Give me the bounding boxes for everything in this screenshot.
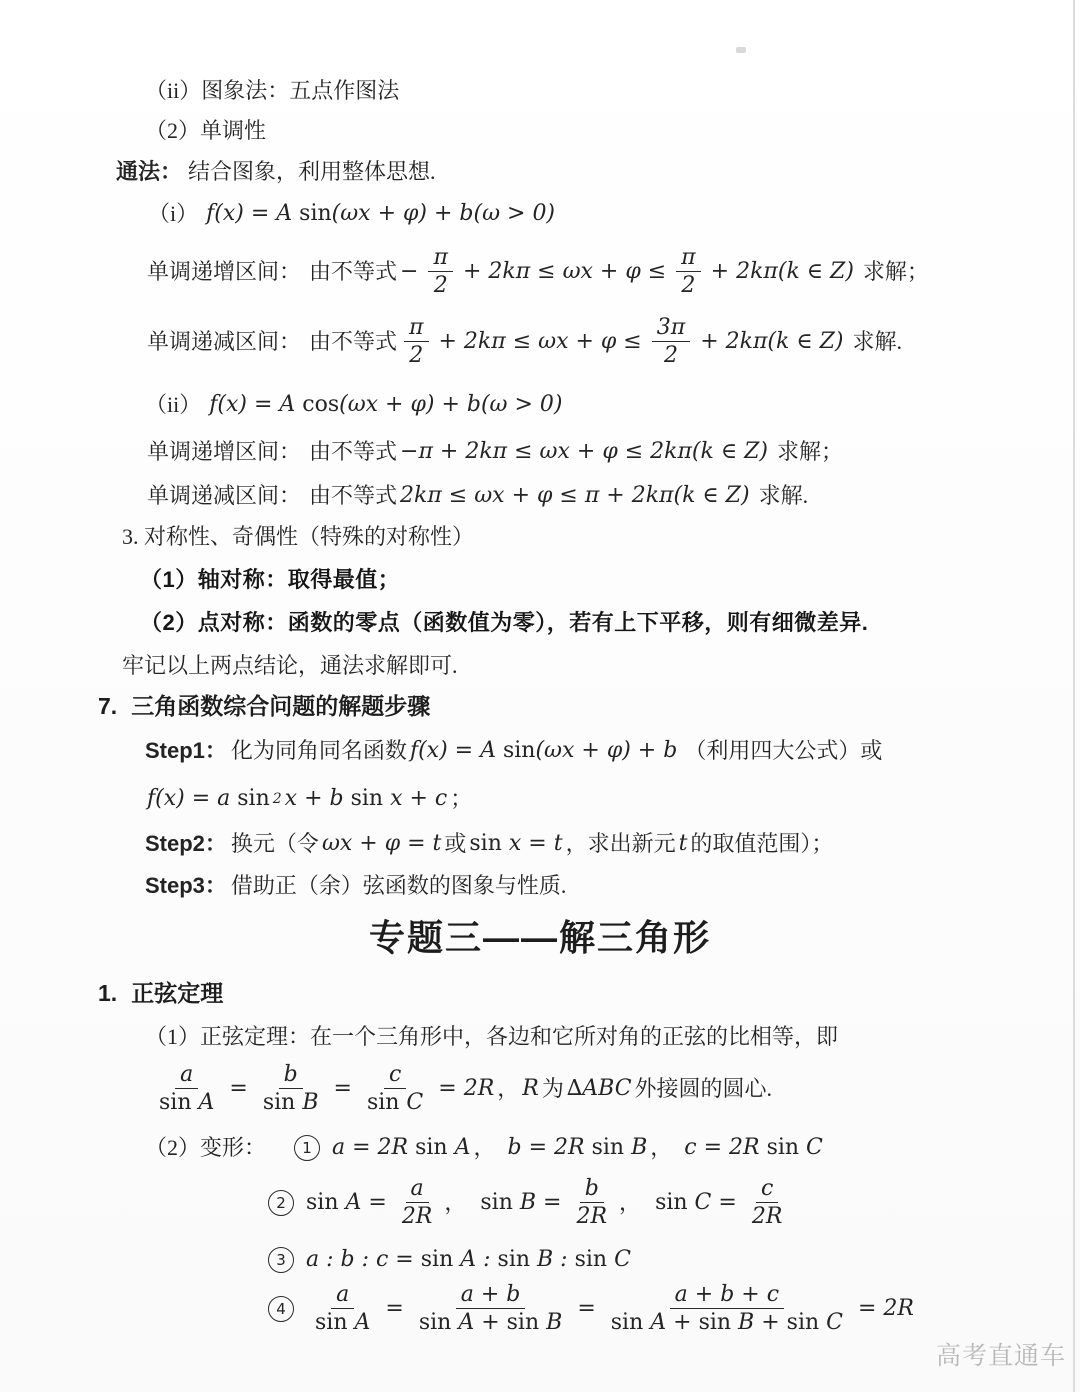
fraction-numerator: π (428, 245, 452, 272)
sine-rule-intro-text: （1）正弦定理：在一个三角形中，各边和它所对角的正弦的比相等，即 (145, 1024, 839, 1049)
fraction-denominator: sin B (262, 1090, 319, 1116)
section-steps-title (98, 691, 430, 721)
fraction-a-over-sinA (307, 1282, 378, 1336)
step2-text4: 的取值范围）； (690, 831, 834, 856)
equals-sign: = (229, 1075, 248, 1101)
formula-sin-definition (148, 199, 558, 229)
paragraph-symmetry-note (122, 651, 458, 681)
formula-variant-2 (268, 1176, 794, 1230)
radius-symbol: R (522, 1075, 539, 1101)
step3-label: Step3： (145, 873, 227, 898)
topic-heading: 专题三——解三角形 (368, 917, 711, 958)
fraction-denominator: 2R (751, 1204, 783, 1230)
step3-text: 借助正（余）弦函数的图象与性质. (230, 873, 567, 898)
increasing-cos-formula: −π + 2kπ ≤ ωx + φ ≤ 2kπ(k ∈ Z) (400, 439, 768, 464)
step1-quadratic-part1: f(x) = a sin (147, 786, 270, 811)
paragraph-monotonicity (145, 116, 266, 146)
paragraph-axis-symmetry (140, 565, 400, 595)
point-symmetry-text: （2）点对称：函数的零点（函数值为零），若有上下平移，则有细微差异. (140, 610, 869, 635)
fraction-denominator: 2 (433, 273, 448, 299)
fraction-denominator: 2 (409, 343, 424, 369)
equals-sign: = (333, 1075, 352, 1101)
sin-definition-formula: f(x) = A sin(ωx + φ) + b(ω > 0) (206, 201, 556, 226)
formula-cos-definition (145, 390, 566, 420)
fraction-denominator: 2 (663, 343, 678, 369)
decreasing-sin-head: 单调递减区间： (147, 328, 302, 354)
formula-variant-3 (268, 1245, 634, 1275)
symmetry-note-text: 牢记以上两点结论，通法求解即可. (122, 653, 458, 678)
minus-sign: − (400, 258, 419, 284)
watermark-gaokao-express: 高考直通车 (936, 1343, 1067, 1370)
step1-quadratic-part2: x + b sin x + c (284, 786, 448, 811)
fraction-numerator: a (175, 1062, 198, 1089)
fraction-a-over-2R (394, 1176, 441, 1230)
decreasing-sin-pre: 由不等式 (309, 328, 398, 354)
sine-rule-main-wei: 为 (541, 1075, 564, 1101)
paragraph-step1 (145, 736, 882, 766)
step1-formula: f(x) = A sin(ωx + φ) + b (409, 738, 678, 763)
formula-variant-4 (268, 1282, 917, 1336)
step2-math2: sin x = t (469, 831, 563, 856)
fraction-numerator: a (331, 1282, 354, 1309)
fraction-denominator: sin C (366, 1090, 424, 1116)
fraction-denominator: 2 (681, 273, 696, 299)
circled-number-3: 3 (268, 1247, 294, 1273)
scan-edge-line (1073, 0, 1075, 1392)
fraction-c-over-2R (744, 1176, 791, 1230)
step1-label: Step1： (145, 738, 227, 763)
formula-step1-quadratic: f(x) = a sin 2 x + b sin x + c ； (147, 784, 472, 814)
fraction-numerator: a (406, 1176, 429, 1203)
formula-increasing-cos (147, 437, 843, 467)
paragraph-step3 (145, 871, 566, 901)
fraction-numerator: a + b + c (670, 1282, 784, 1309)
fraction-numerator: c (384, 1062, 406, 1089)
sine-rule-main-tail: 外接圆的圆心. (634, 1075, 773, 1101)
fraction-numerator: 3π (652, 315, 690, 342)
fraction-numerator: b (580, 1176, 604, 1203)
equals-sign: = (385, 1295, 404, 1321)
increasing-cos-tail: 求解； (776, 439, 843, 464)
symmetry-title-text: 3. 对称性、奇偶性（特殊的对称性） (122, 524, 475, 549)
variant2-sinB: sin B = (480, 1189, 562, 1215)
paragraph-point-symmetry (140, 608, 868, 638)
paragraph-sine-rule-intro (145, 1022, 838, 1052)
variant1-formula-c: c = 2R sin C (684, 1135, 823, 1160)
general-method-text: 结合图象，利用整体思想. (188, 159, 436, 184)
sine-rule-title-text: 正弦定理 (131, 980, 224, 1006)
increasing-sin-tail: 求解； (862, 258, 929, 284)
increasing-cos-pre: 由不等式 (309, 439, 398, 464)
fraction-3pi-over-2 (649, 315, 693, 369)
decreasing-sin-mid: + 2kπ ≤ ωx + φ ≤ (438, 328, 642, 354)
step2-text1: 换元（令 (230, 831, 319, 856)
fraction-denominator: sin A (159, 1090, 215, 1116)
step2-text3: ，求出新元 (565, 831, 676, 856)
comma: ， (473, 1135, 496, 1160)
step2-label: Step2： (145, 831, 227, 856)
comma: ， (619, 1189, 642, 1215)
fraction-numerator: π (676, 245, 700, 272)
sine-rule-title-number: 1. (98, 980, 118, 1006)
section-symmetry-title (122, 522, 474, 552)
cos-definition-number: （ii） (145, 392, 202, 417)
increasing-sin-pre: 由不等式 (309, 258, 398, 284)
decreasing-cos-formula: 2kπ ≤ ωx + φ ≤ π + 2kπ(k ∈ Z) (400, 483, 750, 508)
variant2-sinC: sin C = (655, 1189, 737, 1215)
circled-number-1: 1 (294, 1135, 320, 1161)
fraction-numerator: π (404, 315, 428, 342)
decreasing-cos-tail: 求解. (758, 483, 809, 508)
axis-symmetry-text: （1）轴对称：取得最值； (140, 567, 401, 592)
decreasing-sin-post: + 2kπ(k ∈ Z) (700, 328, 844, 354)
increasing-cos-head: 单调递增区间： (147, 439, 302, 464)
fraction-a-over-sinA (151, 1062, 222, 1116)
variant2-sinA: sin A = (306, 1189, 387, 1215)
general-method-label: 通法： (116, 159, 183, 184)
comma: ， (444, 1189, 467, 1215)
scan-artifact-dot (736, 47, 746, 53)
step1-pre: 化为同角同名函数 (230, 738, 407, 763)
section-sine-rule-title (98, 978, 223, 1008)
equals-2R: = 2R (857, 1295, 914, 1321)
step1-post: （利用四大公式）或 (684, 738, 883, 763)
increasing-sin-head: 单调递增区间： (147, 258, 302, 284)
fraction-c-over-sinC (359, 1062, 431, 1116)
steps-title-text: 三角函数综合问题的解题步骤 (131, 693, 431, 719)
fraction-b-over-2R (568, 1176, 615, 1230)
fraction-denominator: sin A (315, 1310, 371, 1336)
fraction-denominator: sin A + sin B + sin C (610, 1310, 843, 1336)
decreasing-cos-pre: 由不等式 (309, 483, 398, 508)
fraction-denominator: 2R (401, 1204, 433, 1230)
comma: ， (497, 1075, 520, 1101)
formula-decreasing-cos (147, 481, 808, 511)
variant3-formula: a : b : c = sin A : sin B : sin C (306, 1247, 631, 1272)
formula-decreasing-sin (147, 315, 902, 369)
triangle-abc: ∆ABC (566, 1075, 632, 1101)
formula-variant-1 (145, 1133, 826, 1163)
equals-2R: = 2R (438, 1075, 495, 1101)
fraction-denominator: sin A + sin B (418, 1310, 563, 1336)
fraction-abc-over-sinABC (603, 1282, 851, 1336)
decreasing-sin-tail: 求解. (852, 328, 902, 354)
step2-math1: ωx + φ = t (321, 831, 442, 856)
fraction-pi-over-2 (425, 245, 455, 299)
step2-math3: t (678, 831, 688, 856)
fraction-denominator: 2R (576, 1204, 608, 1230)
variant1-formula-b: b = 2R sin B (507, 1135, 648, 1160)
circled-number-2: 2 (268, 1190, 294, 1216)
monotonicity-text: （2）单调性 (145, 118, 267, 143)
steps-title-number: 7. (98, 693, 118, 719)
decreasing-cos-head: 单调递减区间： (147, 483, 302, 508)
paragraph-step2 (145, 829, 833, 859)
step1-quadratic-punct: ； (450, 786, 473, 811)
fraction-pi-over-2 (401, 315, 431, 369)
circled-number-4: 4 (268, 1296, 294, 1322)
formula-increasing-sin (147, 245, 929, 299)
comma: ， (650, 1135, 673, 1160)
variants-label: （2）变形： (145, 1135, 267, 1160)
fraction-ab-over-sinAB (411, 1282, 570, 1336)
fraction-numerator: c (756, 1176, 778, 1203)
formula-sine-rule-main (147, 1062, 772, 1116)
cos-definition-formula: f(x) = A cos(ωx + φ) + b(ω > 0) (209, 392, 563, 417)
increasing-sin-mid: + 2kπ ≤ ωx + φ ≤ (462, 258, 667, 284)
fraction-b-over-sinB (255, 1062, 327, 1116)
fraction-numerator: a + b (456, 1282, 526, 1309)
paragraph-graph-method (145, 76, 399, 106)
increasing-sin-post: + 2kπ(k ∈ Z) (710, 258, 854, 284)
graph-method-text: （ii）图象法：五点作图法 (145, 78, 400, 103)
fraction-pi-over-2 (673, 245, 703, 299)
variant1-formula-a: a = 2R sin A (332, 1135, 471, 1160)
sin-definition-number: （i） (148, 201, 199, 226)
equals-sign: = (577, 1295, 596, 1321)
step2-text2: 或 (444, 831, 467, 856)
paragraph-general-method (116, 157, 436, 187)
fraction-numerator: b (279, 1062, 303, 1089)
